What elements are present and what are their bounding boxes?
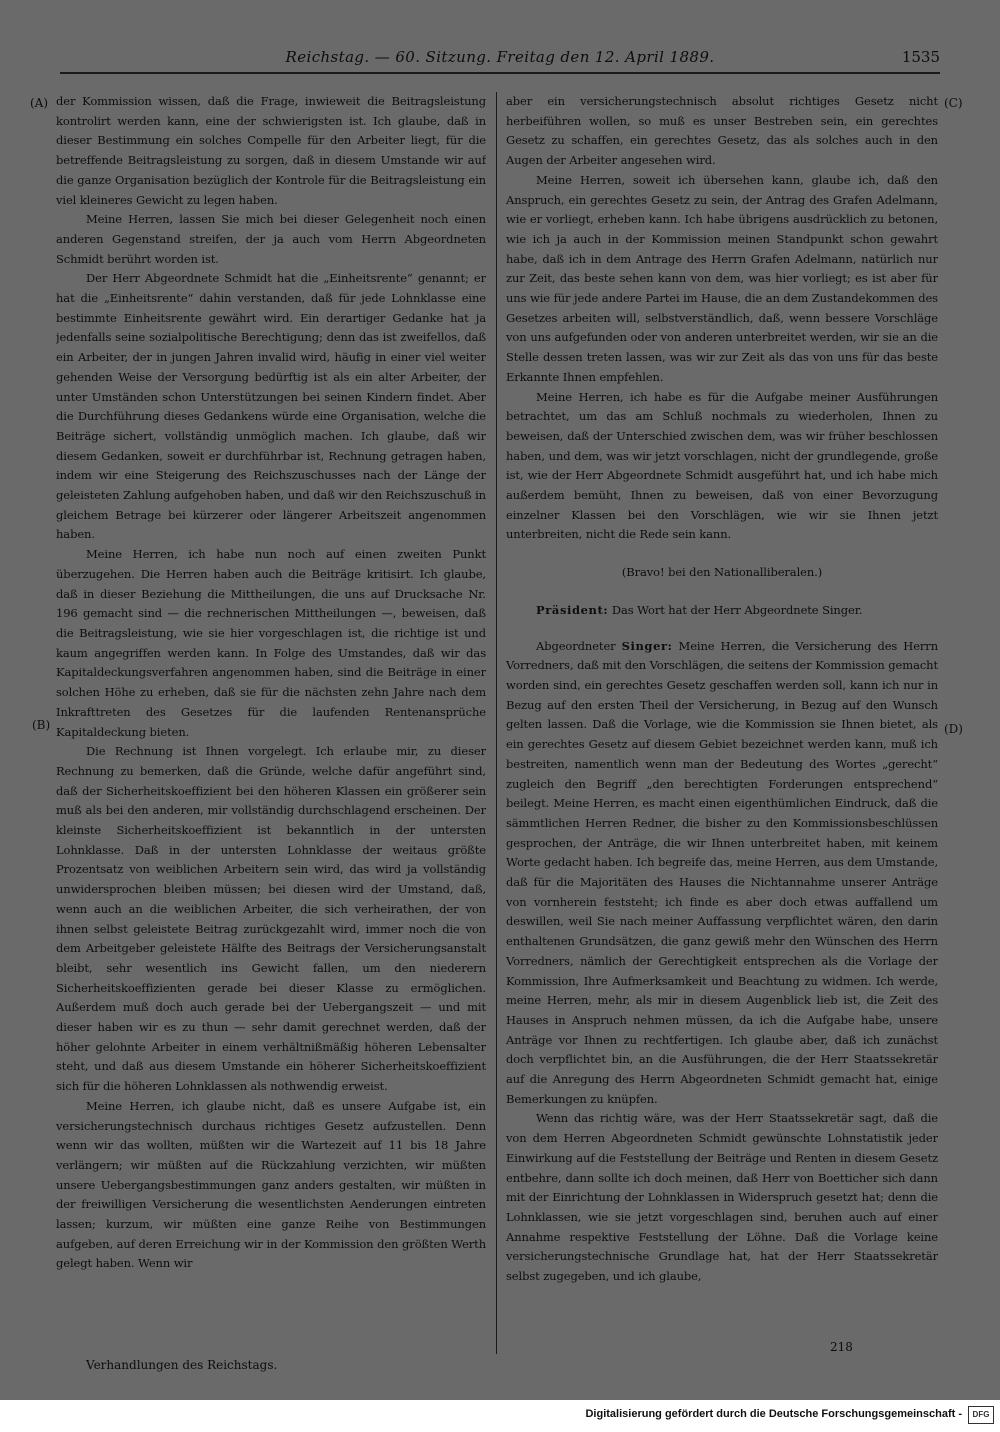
running-header <box>60 48 940 72</box>
left-column <box>56 92 486 1354</box>
credit-bar <box>0 1400 1000 1432</box>
paragraph: der Kommission wissen, daß die Frage, inwieweit die Beitragsleistung kontrolirt werden kann, eine der schwierigsten ist. Ich glaube, daß in dieser Bestimmung ein solches Compelle für den Arbeiter liegt, für die betreffende Beitragsleistung zu sorgen, daß in diesem Umstande wir auf die ganze Organisation bezüglich der Kontrole für die Beitragsleistung ein viel kleineres Gewicht zu legen haben. <box>56 94 486 207</box>
speaker-label-president: Präsident: <box>536 602 609 617</box>
paragraph: Der Herr Abgeordnete Schmidt hat die „Einheitsrente“ genannt; er hat die „Einheitsrente“ dahin verstanden, daß für jede Lohnklasse eine bestimmte Einheitsrente gewährt wird. Ein derartiger Gedanke hat ja jedenfalls seine sozialpolitische Berechtigung; denn das ist zweifellos, daß ein Arbeiter, der in jungen Jahren invalid wird, häufig in einer viel weiter gehenden Weise der Versorgung bedürftig ist als ein alter Arbeiter, der unter Umständen schon Unterstützungen bei seinen Kindern findet. Aber die Durchführung dieses Gedankens würde eine Organisation, welche die Beiträge sichert, vollständig unmöglich machen. Ich glaube, daß wir diesem Gedanken, soweit er durchführbar ist, Rechnung getragen haben, indem wir eine Steigerung des Reichszuschusses nach der Länge der geleisteten Zahlung aufgehoben haben, und daß wir den Reichszuschuß in gleichem Betrage bei kürzerer oder längerer Arbeitszeit angenommen haben. <box>56 271 486 542</box>
header-rule <box>60 72 940 74</box>
margin-marker-a: (A) <box>30 96 49 110</box>
right-column <box>506 92 938 1354</box>
singer-speech <box>506 637 938 1110</box>
sheet-number: 218 <box>830 1340 853 1354</box>
speaker-name-singer: Singer: <box>621 638 673 653</box>
paragraph: Die Rechnung ist Ihnen vorgelegt. Ich erlaube mir, zu dieser Rechnung zu bemerken, daß die Gründe, welche dafür angeführt sind, daß der Sicherheitskoeffizient bei den höheren Klassen ein größerer sein muß als bei den anderen, mir vollständig durchschlagend erscheinen. Der kleinste Sicherheitskoeffizient ist bekanntlich in der untersten Lohnklasse. Daß in der untersten Lohnklasse der weitaus größte Prozentsatz von weiblichen Arbeitern sein wird, das wird ja vollständig unwidersprochen bleiben müssen; bei diesen wird der Umstand, daß, wenn auch an die weiblichen Arbeiter, die sich verheirathen, der von ihnen selbst geleistete Beitrag zurückgezahlt wird, immer noch die von dem Arbeitgeber geleistete Hälfte des Beitrags der Versicherungsanstalt bleibt, sehr wesentlich ins Gewicht fallen, um den niederern Sicherheitskoeffizienten gerade bei dieser Klasse zu ermöglichen. Außerdem muß doch auch gerade bei der Uebergangszeit — und mit dieser haben wir es zu thun — sehr damit gerechnet werden, daß der höher gelohnte Arbeiter in einem verhältnißmäßig höheren Lebensalter steht, und daß aus diesem Umstande ein höherer Sicherheitskoeffizient sich für die höheren Lohnklassen als nothwendig erweist. <box>56 744 486 1094</box>
president-text: Das Wort hat der Herr Abgeordnete Singer. <box>608 602 863 617</box>
funding-credit: Digitalisierung gefördert durch die Deutsche Forschungsgemeinschaft - <box>585 1408 962 1420</box>
paragraph: Meine Herren, lassen Sie mich bei dieser Gelegenheit noch einen anderen Gegenstand streifen, der ja auch vom Herrn Abgeordneten Schmidt berührt worden ist. <box>56 212 486 266</box>
margin-marker-d: (D) <box>944 722 963 736</box>
paragraph: Meine Herren, ich habe es für die Aufgabe meiner Ausführungen betrachtet, um das am Schluß nochmals zu wiederholen, Ihnen zu beweisen, daß der Unterschied zwischen dem, was wir früher beschlossen haben, und dem, was wir jetzt vorschlagen, nicht der grundlegende, große ist, wie der Herr Abgeordnete Schmidt ausgeführt hat, und ich habe mich außerdem bemüht, Ihnen zu beweisen, daß von einer Bevorzugung einzelner Klassen bei den Vorschlägen, wie wir sie Ihnen jetzt unterbreiten, nicht die Rede sein kann. <box>506 389 938 542</box>
column-divider <box>496 92 497 1354</box>
paragraph: Wenn das richtig wäre, was der Herr Staatssekretär sagt, daß die von dem Herren Abgeordneten Schmidt gewünschte Lohnstatistik jeder Einwirkung auf die Feststellung der Beiträge und Renten in diesem Gesetz entbehre, dann sollte ich doch meinen, daß Herr von Boetticher sich dann mit der Einrichtung der Lohnklassen in Widerspruch gesetzt hat; denn die Lohnklassen, wie sie jetzt vorgeschlagen sind, beruhen auch auf einer Annahme respektive Feststellung der Löhne. Daß die Vorlage keine versicherungstechnische Grundlage hat, hat der Herr Staatssekretär selbst zugegeben, und ich glaube, <box>506 1111 938 1284</box>
dfg-logo-icon: DFG <box>968 1406 994 1424</box>
applause-note: (Bravo! bei den Nationalliberalen.) <box>621 565 823 580</box>
page-number: 1535 <box>901 48 940 66</box>
header-title: Reichstag. — 60. Sitzung. Freitag den 12. April 1889. <box>285 48 715 66</box>
paragraph: Meine Herren, ich habe nun noch auf einen zweiten Punkt überzugehen. Die Herren haben auch die Beiträge kritisirt. Ich glaube, daß in dieser Beziehung die Mittheilungen, die uns auf Drucksache Nr. 196 gemacht sind — die rechnerischen Mittheilungen —, beweisen, daß die Beitragsleistung, wie sie hier vorgeschlagen ist, die richtige ist und kaum angegriffen werden kann. In Folge des Umstandes, daß wir das Kapitaldeckungsverfahren angenommen haben, sind die Beiträge in einer solchen Höhe zu erheben, daß sie für die nächsten zehn Jahre nach dem Inkrafttreten des Gesetzes für die laufenden Rentenansprüche Kapitaldeckung bieten. <box>56 547 486 739</box>
margin-marker-b: (B) <box>32 718 51 732</box>
singer-text: Meine Herren, die Versicherung des Herrn Vorredners, daß mit den Vorschlägen, die seitens der Kommission gemacht worden sind, ein gerechtes Gesetz geschaffen werden soll, kann ich nur in Bezug auf den ersten Theil der Versicherung, in Bezug auf den Wunsch gelten lassen. Daß die Vorlage, wie die Kommission sie Ihnen bietet, als ein gerechtes Gesetz auf diesem Gebiet bezeichnet werden kann, muß ich bestreiten, namentlich wenn man der Bedeutung des Wortes „gerecht“ zugleich den Begriff „den berechtigten Forderungen entsprechend“ beilegt. Meine Herren, es macht einen eigenthümlichen Eindruck, daß die sämmtlichen Herren Redner, die bisher zu den Kommissionsbeschlüssen gesprochen, der Anträge, die wir Ihnen unterbreitet haben, mit keinem Worte gedacht haben. Ich begreife das, meine Herren, aus dem Umstande, daß für die Majoritäten des Hauses die Nichtannahme unserer Anträge von vornherein feststeht; ich finde es aber doch etwas auffallend um deswillen, weil Sie nach meiner Auffassung verpflichtet wären, den darin enthaltenen Grundsätzen, die ganz gewiß mehr den Wünschen des Herrn Vorredners, nämlich der Gerechtigkeit entsprechen als die Vorlage der Kommission, Ihre Aufmerksamkeit und Beachtung zu widmen. Ich werde, meine Herren, mehr, als mir in diesem Augenblick lieb ist, die Zeit des Hauses in Anspruch nehmen müssen, da ich die Aufgabe habe, unsere Anträge vor Ihnen zu rechtfertigen. Ich glaube aber, daß ich zunächst doch verpflichtet bin, an die Ausführungen, die der Herr Staatssekretär auf die Anregung des Herrn Abgeordneten Schmidt gemacht hat, einige Bemerkungen zu knüpfen. <box>506 638 938 1106</box>
footer-publication: Verhandlungen des Reichstags. <box>86 1358 278 1372</box>
margin-marker-c: (C) <box>944 96 963 110</box>
paragraph: Meine Herren, soweit ich übersehen kann, glaube ich, daß den Anspruch, ein gerechtes Gesetz zu sein, der Antrag des Grafen Adelmann, wie er vorliegt, erheben kann. Ich habe übrigens ausdrücklich zu betonen, wie ich ja auch in der Kommission meinen Standpunkt schon gewahrt habe, daß ich in dem Antrage des Herrn Grafen Adelmann, natürlich nur zur Zeit, das beste sehen kann von dem, was hier vorliegt; es ist aber für uns wie für jede andere Partei im Hause, die an dem Zustandekommen des Gesetzes arbeiten will, selbstverständlich, daß, wenn bessere Vorschläge von uns aufgefunden oder von anderen unterbreitet werden, wir sie an die Stelle dessen treten lassen, was wir zur Zeit als das von uns für das beste Erkannte Ihnen empfehlen. <box>506 172 938 384</box>
president-statement <box>506 601 938 621</box>
speaker-title: Abgeordneter <box>536 638 622 653</box>
paragraph: Meine Herren, ich glaube nicht, daß es unsere Aufgabe ist, ein versicherungstechnisch durchaus richtiges Gesetz aufzustellen. Denn wenn wir das wollten, müßten wir die Wartezeit auf 11 bis 18 Jahre verlängern; wir müßten auf die Rückzahlung verzichten, wir müßten unsere Uebergangsbestimmungen ganz anders gestalten, wir müßten in der freiwilligen Versicherung die wesentlichsten Aenderungen eintreten lassen; kurzum, wir müßten eine ganze Reihe von Bestimmungen aufgeben, auf deren Erreichung wir in der Kommission den größten Werth gelegt haben. Wenn wir <box>56 1098 486 1271</box>
paragraph: aber ein versicherungstechnisch absolut richtiges Gesetz nicht herbeiführen wollen, so muß es unser Bestreben sein, ein gerechtes Gesetz zu schaffen, ein gerechtes Gesetz, das als solches auch in den Augen der Arbeiter angesehen wird. <box>506 94 938 168</box>
